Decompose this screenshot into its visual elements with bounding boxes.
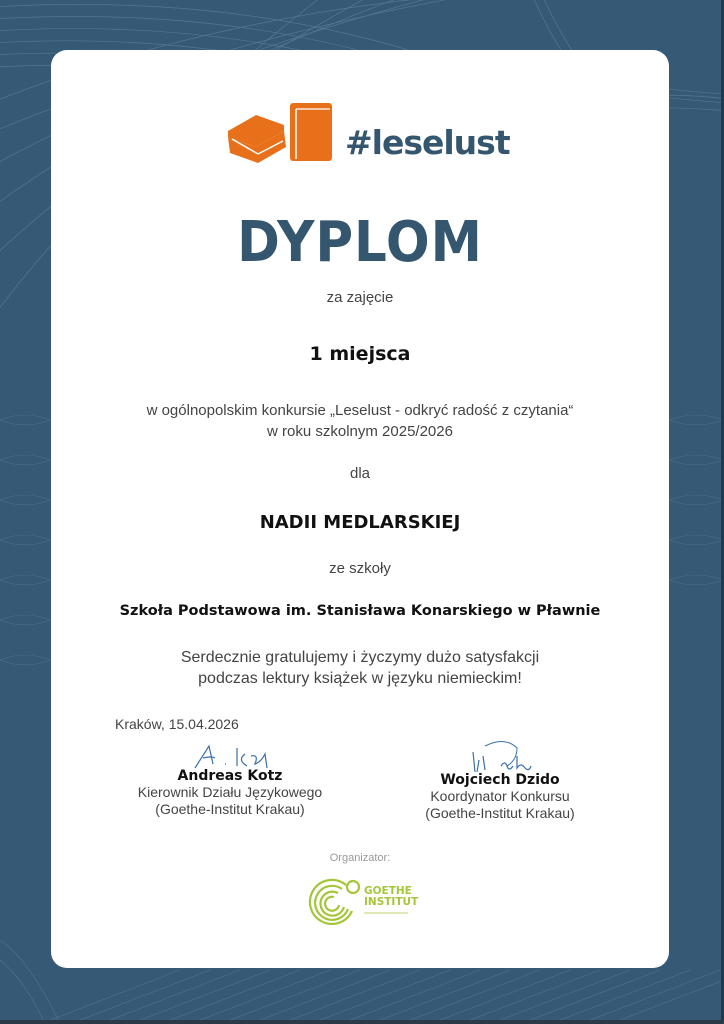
- place-and-date: Kraków, 15.04.2026: [115, 716, 239, 732]
- congratulations-text: [51, 647, 669, 689]
- signer-institution: (Goethe-Institut Krakau): [425, 805, 575, 821]
- signature-block-1: [110, 742, 350, 818]
- wish-line-2: podczas lektury książek w języku niemieckim!: [198, 670, 522, 687]
- for-text: dla: [349, 465, 371, 482]
- wish-line-1: Serdecznie gratulujemy i życzymy dużo satysfakcji: [180, 649, 540, 666]
- diploma-title: DYPLOM: [237, 210, 483, 275]
- handwritten-signature-icon: [445, 738, 555, 776]
- for-taking-text: za zajęcie: [326, 289, 394, 306]
- goethe-logo-text: GOETHE INSTITUT: [364, 885, 419, 908]
- contest-line-1: w ogólnopolskim konkursie „Leselust - odkryć radość z czytania“: [146, 402, 574, 419]
- signer-institution: (Goethe-Institut Krakau): [155, 801, 305, 817]
- diploma-card: [51, 50, 669, 968]
- organizer-label: Organizator:: [329, 852, 391, 864]
- leselust-logo-text: #leselust: [345, 123, 510, 162]
- goethe-tagline: [364, 912, 408, 914]
- signature-block-2: [400, 738, 600, 822]
- signer-name: Andreas Kotz: [177, 768, 283, 784]
- recipient-name: NADII MEDLARSKIEJ: [259, 512, 461, 533]
- school-name: Szkoła Podstawowa im. Stanisława Konarskiego w Pławnie: [119, 603, 601, 619]
- signer-role: Koordynator Konkursu: [430, 788, 570, 804]
- window-edge-bottom: [0, 1020, 724, 1024]
- contest-line-2: w roku szkolnym 2025/2026: [267, 423, 453, 440]
- place-text: 1 miejsca: [309, 343, 411, 365]
- signer-name: Wojciech Dzido: [440, 772, 560, 788]
- from-school-text: ze szkoły: [329, 560, 391, 577]
- signer-role: Kierownik Działu Językowego: [137, 784, 323, 800]
- contest-description: [51, 400, 669, 442]
